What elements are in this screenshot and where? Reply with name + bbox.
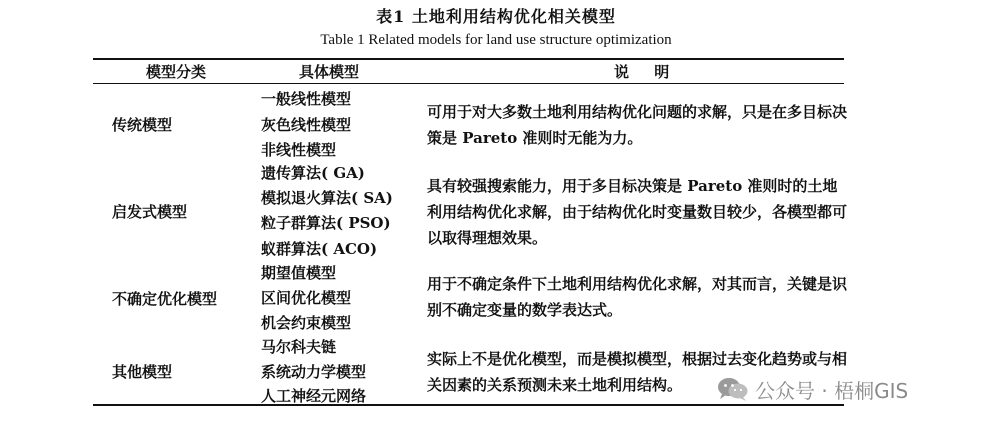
watermark bbox=[717, 373, 908, 405]
row-description: 可用于对大多数土地利用结构优化问题的求解，只是在多目标决策是 Pareto 准则时无能为力。 bbox=[427, 103, 848, 147]
wechat-icon bbox=[717, 376, 749, 402]
row-model: 粒子群算法( PSO) bbox=[261, 214, 391, 232]
row-category: 不确定优化模型 bbox=[112, 290, 218, 308]
row-model: 机会约束模型 bbox=[261, 314, 352, 332]
row-model: 一般线性模型 bbox=[261, 90, 352, 108]
row-description: 用于不确定条件下土地利用结构优化求解，对其而言，关键是识别不确定变量的数学表达式。 bbox=[427, 275, 848, 319]
row-description: 具有较强搜索能力，用于多目标决策是 Pareto 准则时的土地利用结构优化求解，由于结构优化时变量数目较少，各模型都可以取得理想效果。 bbox=[427, 177, 848, 247]
row-model: 系统动力学模型 bbox=[261, 363, 367, 381]
header-rule bbox=[93, 83, 844, 84]
row-model: 蚁群算法( ACO) bbox=[261, 240, 378, 258]
row-model: 模拟退火算法( SA) bbox=[261, 189, 393, 207]
row-description: 实际上不是优化模型，而是模拟模型，根据过去变化趋势或与相关因素的关系预测未来土地利用结构。 bbox=[427, 350, 848, 394]
row-model: 灰色线性模型 bbox=[261, 116, 352, 134]
row-model: 马尔科夫链 bbox=[261, 338, 337, 356]
row-model: 遗传算法( GA) bbox=[261, 164, 365, 182]
row-model: 人工神经元网络 bbox=[261, 387, 367, 405]
top-rule bbox=[93, 58, 844, 60]
watermark-text: 公众号 · 梧桐GIS bbox=[755, 378, 909, 403]
row-category: 启发式模型 bbox=[112, 203, 188, 221]
table-caption-cn: 表1 土地利用结构优化相关模型 bbox=[376, 7, 616, 26]
header-model: 具体模型 bbox=[299, 63, 360, 81]
row-category: 其他模型 bbox=[112, 363, 173, 381]
header-description: 说 明 bbox=[614, 63, 680, 81]
row-model: 区间优化模型 bbox=[261, 289, 352, 307]
row-category: 传统模型 bbox=[112, 116, 173, 134]
table-caption-en: Table 1 Related models for land use structure optimization bbox=[320, 32, 672, 48]
row-model: 期望值模型 bbox=[261, 264, 337, 282]
header-category: 模型分类 bbox=[146, 63, 207, 81]
row-model: 非线性模型 bbox=[261, 141, 337, 159]
